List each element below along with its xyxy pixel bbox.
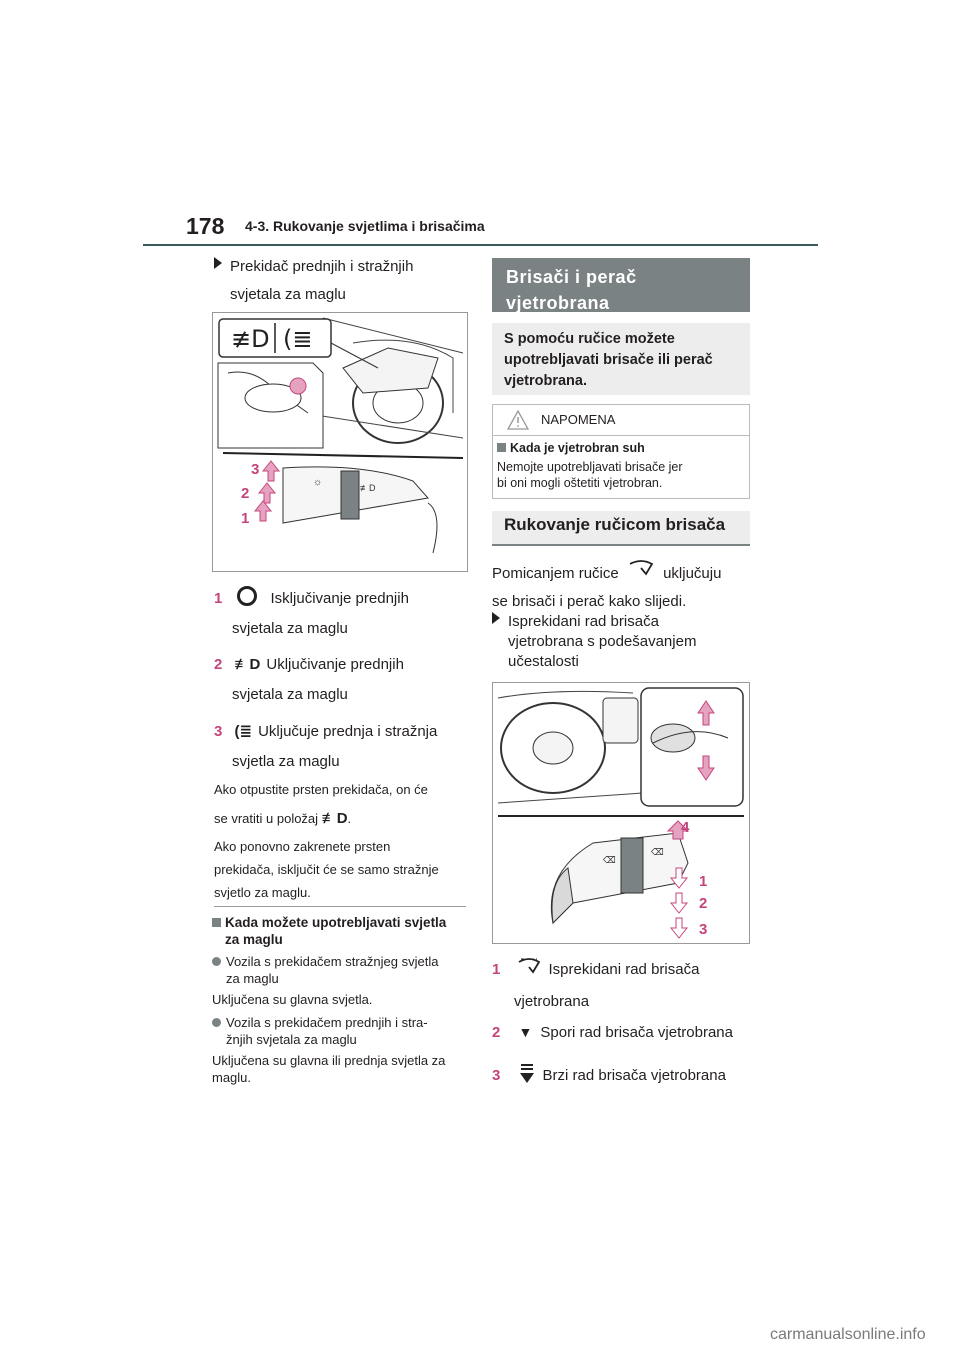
rear-fog-icon: (≣ bbox=[234, 723, 253, 740]
square-bullet-icon bbox=[212, 918, 221, 927]
condition-text-2: Uključena su glavna ili prednja svjetla za maglu. bbox=[212, 1053, 446, 1085]
square-bullet-icon bbox=[497, 443, 506, 452]
front-fog-icon: ≢D bbox=[321, 810, 348, 827]
fog-switch-heading: Prekidač prednjih i stražnjih svjetala za maglu bbox=[214, 253, 413, 309]
svg-text:⌫: ⌫ bbox=[603, 855, 616, 865]
figure-label-3: 3 bbox=[251, 461, 260, 478]
bullet-front-rear-fog: Vozila s prekidačem prednjih i stra- žnjih svjetala za maglu bbox=[212, 1014, 472, 1048]
front-fog-icon: ≢D bbox=[234, 656, 261, 673]
wiper-item-3: 3 Brzi rad brisača vjetrobrana bbox=[492, 1062, 752, 1094]
wiper-item-1: 1 Isprekidani rad brisača vjetrobrana bbox=[492, 956, 752, 1016]
svg-text:☼: ☼ bbox=[313, 477, 323, 488]
fog-usage-heading: Kada možete upotrebljavati svjetla za maglu bbox=[212, 914, 472, 948]
figure-label-1: 1 bbox=[699, 873, 708, 890]
wiper-section-title: Brisači i perač vjetrobrana bbox=[492, 258, 750, 312]
wiper-lever-illustration bbox=[493, 683, 749, 943]
figure-label-2: 2 bbox=[241, 485, 250, 502]
svg-text:(≣: (≣ bbox=[283, 325, 313, 353]
triangle-bullet-icon bbox=[492, 612, 500, 624]
wiper-lever-figure bbox=[492, 682, 750, 944]
figure-label-4: 4 bbox=[681, 819, 690, 836]
dot-bullet-icon bbox=[212, 1018, 221, 1027]
fog-off-icon bbox=[237, 586, 257, 606]
wiper-lever-subtitle: Rukovanje ručicom brisača bbox=[492, 511, 750, 546]
divider bbox=[214, 906, 466, 907]
release-note: Ako otpustite prsten prekidača, on će se vratiti u položaj ≢D. bbox=[214, 782, 428, 827]
fog-switch-figure bbox=[212, 312, 468, 572]
note-header: NAPOMENA bbox=[493, 405, 749, 436]
svg-text:≢D: ≢D bbox=[360, 483, 376, 493]
warning-icon bbox=[507, 410, 529, 430]
note-box: NAPOMENA Kada je vjetrobran suh Nemojte upotrebljavati brisače jer bi oni mogli oštetiti vjetrobran. bbox=[492, 404, 750, 499]
fog-item-2: 2 ≢D Uključivanje prednjih svjetala za maglu bbox=[214, 656, 404, 703]
triangle-bullet-icon bbox=[214, 257, 222, 269]
fog-item-3: 3 (≣ Uključuje prednja i stražnja svjetla za maglu bbox=[214, 723, 438, 770]
fast-wiper-icon bbox=[519, 1064, 535, 1094]
wiper-para: Pomicanjem ručice uključuju se brisači i perač kako slijedi. bbox=[492, 560, 752, 616]
wiper-icon bbox=[623, 560, 659, 588]
condition-text-1: Uključena su glavna svjetla. bbox=[212, 992, 373, 1007]
svg-text:⌫: ⌫ bbox=[651, 847, 664, 857]
figure-label-2: 2 bbox=[699, 895, 708, 912]
reapply-note: Ako ponovno zakrenete prsten prekidača, isključit će se samo stražnje svjetlo za maglu. bbox=[214, 839, 439, 900]
slow-wiper-icon: ▼ bbox=[518, 1024, 533, 1040]
page-number: 178 bbox=[186, 213, 225, 239]
wiper-intro: S pomoću ručice možete upotrebljavati brisače ili perač vjetrobrana. bbox=[492, 323, 750, 395]
watermark: carmanualsonline.info bbox=[770, 1326, 926, 1343]
svg-text:≢D: ≢D bbox=[231, 325, 270, 353]
fog-item-1: 1 Isključivanje prednjih svjetala za maglu bbox=[214, 585, 474, 643]
section-title: 4-3. Rukovanje svjetlima i brisačima bbox=[245, 218, 485, 234]
wiper-item-2: 2 ▼ Spori rad brisača vjetrobrana bbox=[492, 1024, 733, 1041]
intermittent-wiper-icon bbox=[517, 958, 541, 986]
figure-label-1: 1 bbox=[241, 510, 250, 527]
dot-bullet-icon bbox=[212, 957, 221, 966]
header-divider bbox=[143, 244, 818, 246]
bullet-rear-fog: Vozila s prekidačem stražnjeg svjetla za maglu bbox=[212, 953, 472, 987]
intermittent-heading: Isprekidani rad brisača vjetrobrana s podešavanjem učestalosti bbox=[492, 612, 752, 672]
fog-switch-illustration bbox=[213, 313, 467, 571]
figure-label-3: 3 bbox=[699, 921, 708, 938]
